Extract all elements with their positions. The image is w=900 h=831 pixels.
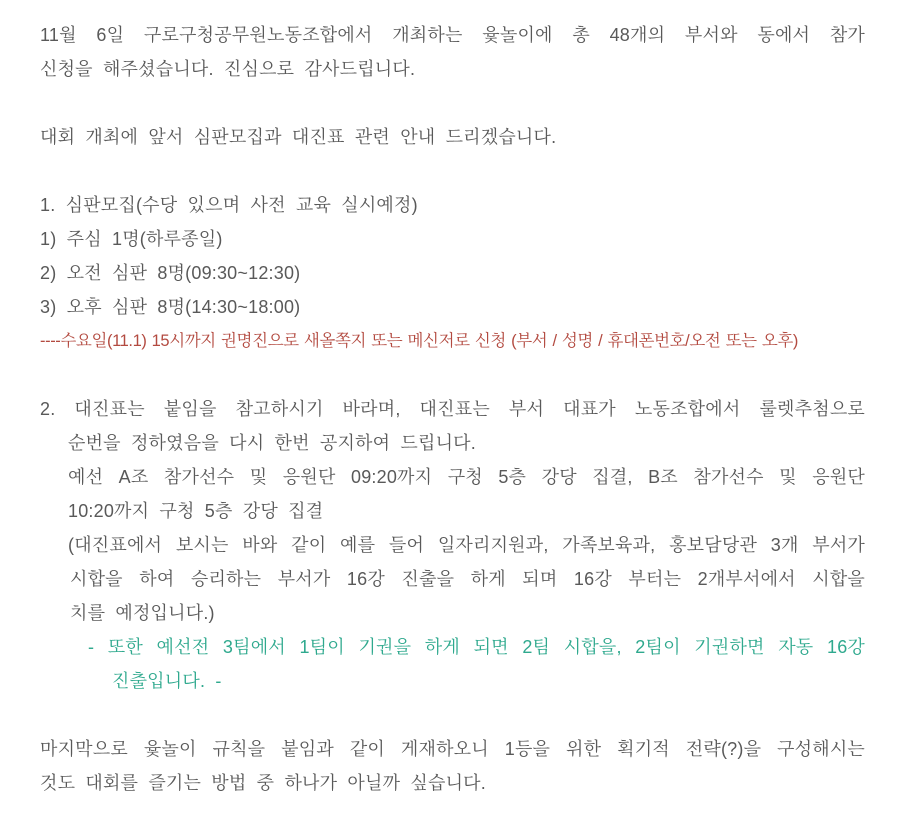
assembly-info-line-2: 10:20까지 구청 5층 강당 집결 [68,501,324,521]
referee-apply-deadline-notice: ----수요일(11.1) 15시까지 권명진으로 새올쪽지 또는 메신저로 신청 (부서 / 성명 / 휴대폰번호/오전 또는 오후) [40,332,799,350]
intro-line-2: 신청을 해주셨습니다. 진심으로 감사드립니다. [40,59,416,79]
forfeit-rule-line-1: - 또한 예선전 3팀에서 1팀이 기권을 하게 되면 2팀 시합을, 2팀이 기권하면 자동 16강 [88,637,865,657]
bracket-info-line-2: 순번을 정하였음을 다시 한번 공지하여 드립니다. [68,433,476,453]
bracket-example-line-2: 시합을 하여 승리하는 부서가 16강 진출을 하게 되며 16강 부터는 2개부서에서 시합을 [70,569,865,589]
closing-line-1: 마지막으로 윷놀이 규칙을 붙임과 같이 게재하오니 1등을 위한 획기적 전략(?)을 구성해시는 [40,739,865,759]
referee-recruit-heading: 1. 심판모집(수당 있으며 사전 교육 실시예정) [40,195,418,215]
assembly-info-line-1: 예선 A조 참가선수 및 응원단 09:20까지 구청 5층 강당 집결, B조 참가선수 및 응원단 [68,467,865,487]
blank-line [40,86,865,120]
blank-line [40,154,865,188]
bracket-info-line-1: 2. 대진표는 붙임을 참고하시기 바라며, 대진표는 부서 대표가 노동조합에서 룰렛추첨으로 [40,399,865,419]
referee-item-chief: 1) 주심 1명(하루종일) [40,229,223,249]
bracket-example-line-3: 치를 예정입니다.) [70,603,215,623]
referee-item-afternoon: 3) 오후 심판 8명(14:30~18:00) [40,297,301,317]
intro-line-1: 11월 6일 구로구청공무원노동조합에서 개최하는 윷놀이에 총 48개의 부서와 동에서 참가 [40,25,865,45]
referee-item-morning: 2) 오전 심판 8명(09:30~12:30) [40,263,301,283]
bracket-example-line-1: (대진표에서 보시는 바와 같이 예를 들어 일자리지원과, 가족보육과, 홍보담당관 3개 부서가 [68,535,865,555]
guide-intro-line: 대회 개최에 앞서 심판모집과 대진표 관련 안내 드리겠습니다. [40,127,557,147]
blank-line [40,698,865,732]
closing-line-2: 것도 대회를 즐기는 방법 중 하나가 아닐까 싶습니다. [40,773,486,793]
blank-line [40,358,865,392]
forfeit-rule-line-2: 진출입니다. - [112,671,222,691]
